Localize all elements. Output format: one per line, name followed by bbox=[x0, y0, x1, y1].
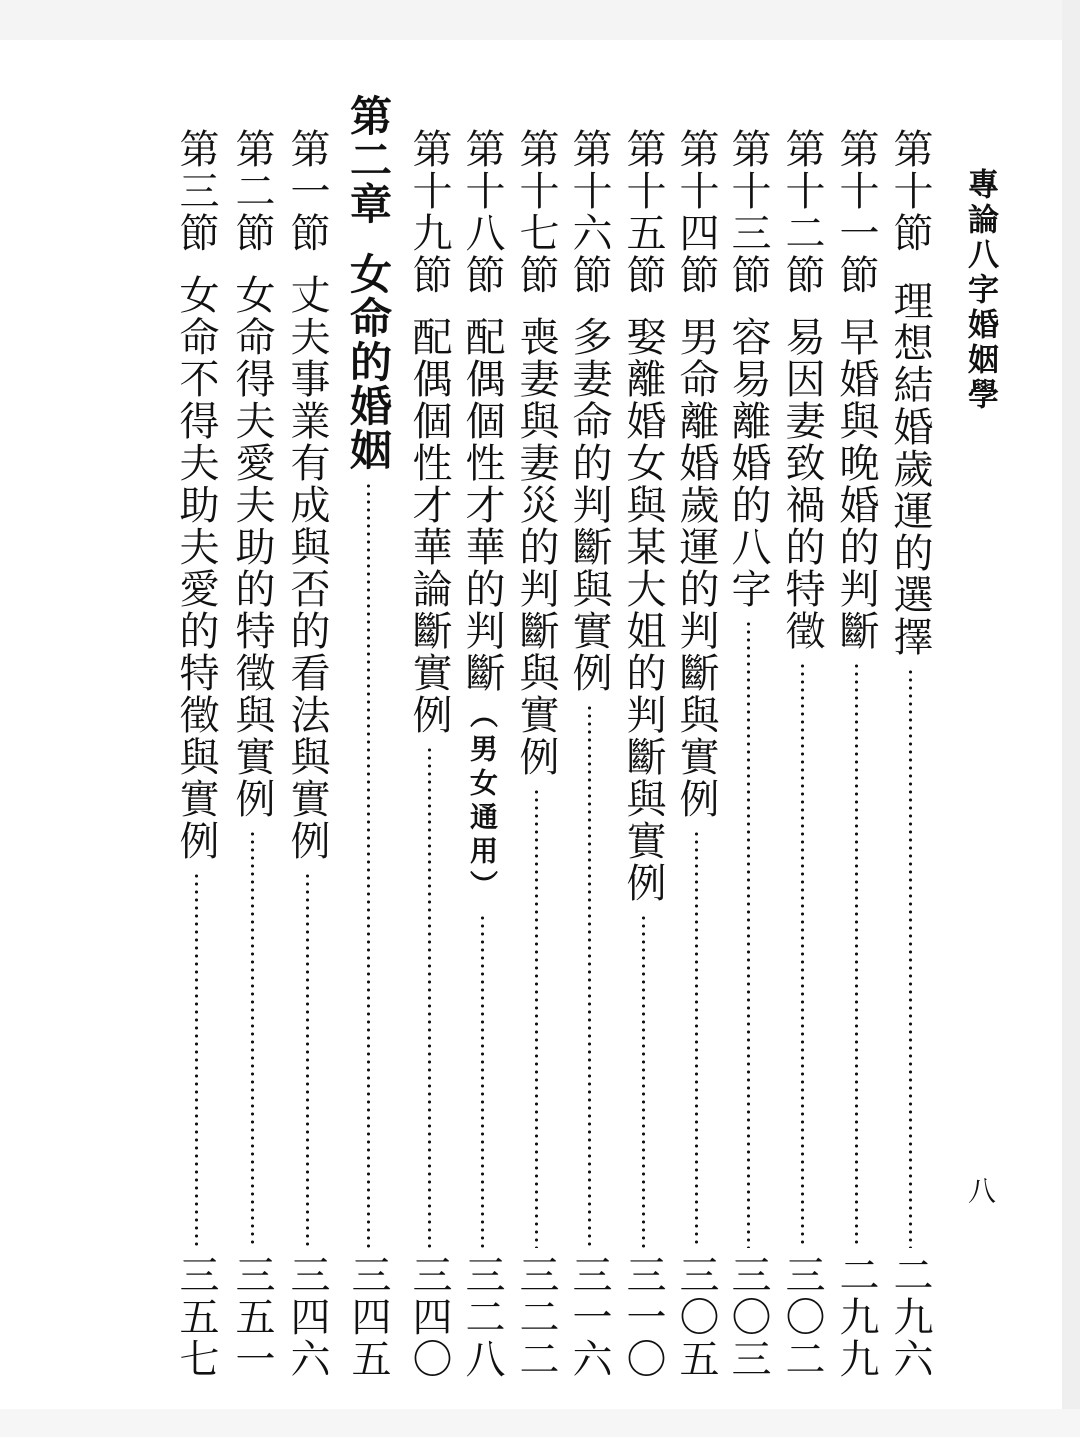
entry-page-number: 三五一 bbox=[229, 1254, 275, 1380]
toc-entry-section-11[interactable] bbox=[830, 128, 882, 1380]
dot-leader bbox=[801, 662, 804, 1248]
running-head: 專論八字婚姻學 bbox=[962, 168, 998, 413]
entry-page-number: 三二二 bbox=[513, 1254, 559, 1380]
entry-label: 第十八節 bbox=[459, 128, 505, 296]
entry-label: 第一節 bbox=[284, 128, 330, 254]
entry-label: 第十節 bbox=[887, 128, 933, 254]
dot-leader bbox=[306, 872, 309, 1248]
page-folio: 八 bbox=[964, 1176, 997, 1204]
entry-title: 配偶個性才華論斷實例 bbox=[406, 316, 452, 736]
chapter-title: 女命的婚姻 bbox=[344, 252, 393, 472]
entry-page-number: 三〇三 bbox=[725, 1254, 771, 1380]
toc-entry-ch2-section-3[interactable] bbox=[170, 128, 222, 1380]
toc-entry-ch2-section-1[interactable] bbox=[281, 128, 333, 1380]
entry-title: 易因妻致禍的特徵 bbox=[779, 316, 825, 652]
dot-leader bbox=[588, 704, 591, 1248]
entry-page-number: 三四五 bbox=[345, 1254, 391, 1380]
entry-title: 容易離婚的八字 bbox=[725, 316, 771, 610]
entry-label: 第十七節 bbox=[513, 128, 559, 296]
chapter-label: 第二章 bbox=[344, 94, 393, 226]
entry-label: 第十四節 bbox=[673, 128, 719, 296]
dot-leader bbox=[428, 746, 431, 1248]
entry-page-number: 二九六 bbox=[887, 1254, 933, 1380]
dot-leader bbox=[367, 482, 370, 1248]
dot-leader bbox=[535, 788, 538, 1248]
toc-entry-section-14[interactable] bbox=[670, 128, 722, 1380]
entry-title: 理想結婚歲運的選擇 bbox=[887, 280, 933, 658]
entry-title: 丈夫事業有成與否的看法與實例 bbox=[284, 274, 330, 862]
dot-leader bbox=[481, 914, 484, 1248]
toc-entry-section-16[interactable] bbox=[563, 128, 615, 1380]
toc-entry-section-17[interactable] bbox=[510, 128, 562, 1380]
toc-entry-section-19[interactable] bbox=[403, 128, 455, 1380]
entry-label: 第十一節 bbox=[833, 128, 879, 296]
entry-page-number: 三二八 bbox=[459, 1254, 505, 1380]
entry-page-number: 三四〇 bbox=[406, 1254, 452, 1380]
entry-title: 喪妻與妻災的判斷與實例 bbox=[513, 316, 559, 778]
toc-entry-section-18[interactable] bbox=[456, 128, 508, 1380]
entry-label: 第十九節 bbox=[406, 128, 452, 296]
entry-label: 第二節 bbox=[229, 128, 275, 254]
dot-leader bbox=[695, 830, 698, 1248]
entry-title: 男命離婚歲運的判斷與實例 bbox=[673, 316, 719, 820]
entry-title: 女命不得夫助夫愛的特徵與實例 bbox=[173, 274, 219, 862]
dot-leader bbox=[251, 830, 254, 1248]
entry-page-number: 三〇二 bbox=[779, 1254, 825, 1380]
dot-leader bbox=[909, 668, 912, 1248]
entry-label: 第十三節 bbox=[725, 128, 771, 296]
entry-label: 第三節 bbox=[173, 128, 219, 254]
entry-title: 娶離婚女與某大姐的判斷與實例 bbox=[620, 316, 666, 904]
entry-page-number: 三一六 bbox=[566, 1254, 612, 1380]
dot-leader bbox=[642, 914, 645, 1248]
entry-title: 配偶個性才華的判斷 bbox=[459, 316, 505, 694]
dot-leader bbox=[855, 662, 858, 1248]
scan-edge-right bbox=[1062, 0, 1080, 1437]
scan-edge-bottom bbox=[0, 1409, 1080, 1437]
toc-entry-section-15[interactable] bbox=[617, 128, 669, 1380]
entry-page-number: 二九九 bbox=[833, 1254, 879, 1380]
scan-edge-top bbox=[0, 0, 1080, 40]
entry-title: 多妻命的判斷與實例 bbox=[566, 316, 612, 694]
dot-leader bbox=[747, 620, 750, 1248]
entry-label: 第十二節 bbox=[779, 128, 825, 296]
entry-page-number: 三四六 bbox=[284, 1254, 330, 1380]
entry-title: 早婚與晚婚的判斷 bbox=[833, 316, 879, 652]
entry-title: 女命得夫愛夫助的特徵與實例 bbox=[229, 274, 275, 820]
entry-page-number: 三五七 bbox=[173, 1254, 219, 1380]
toc-entry-section-13[interactable] bbox=[722, 128, 774, 1380]
toc-entry-section-10[interactable] bbox=[884, 128, 936, 1380]
dot-leader bbox=[195, 872, 198, 1248]
toc-entry-section-12[interactable] bbox=[776, 128, 828, 1380]
toc-entry-ch2-section-2[interactable] bbox=[226, 128, 278, 1380]
entry-label: 第十五節 bbox=[620, 128, 666, 296]
entry-note: （男女通用） bbox=[466, 700, 499, 904]
toc-entry-chapter-2[interactable] bbox=[342, 94, 394, 1380]
entry-label: 第十六節 bbox=[566, 128, 612, 296]
entry-page-number: 三一〇 bbox=[620, 1254, 666, 1380]
entry-page-number: 三〇五 bbox=[673, 1254, 719, 1380]
